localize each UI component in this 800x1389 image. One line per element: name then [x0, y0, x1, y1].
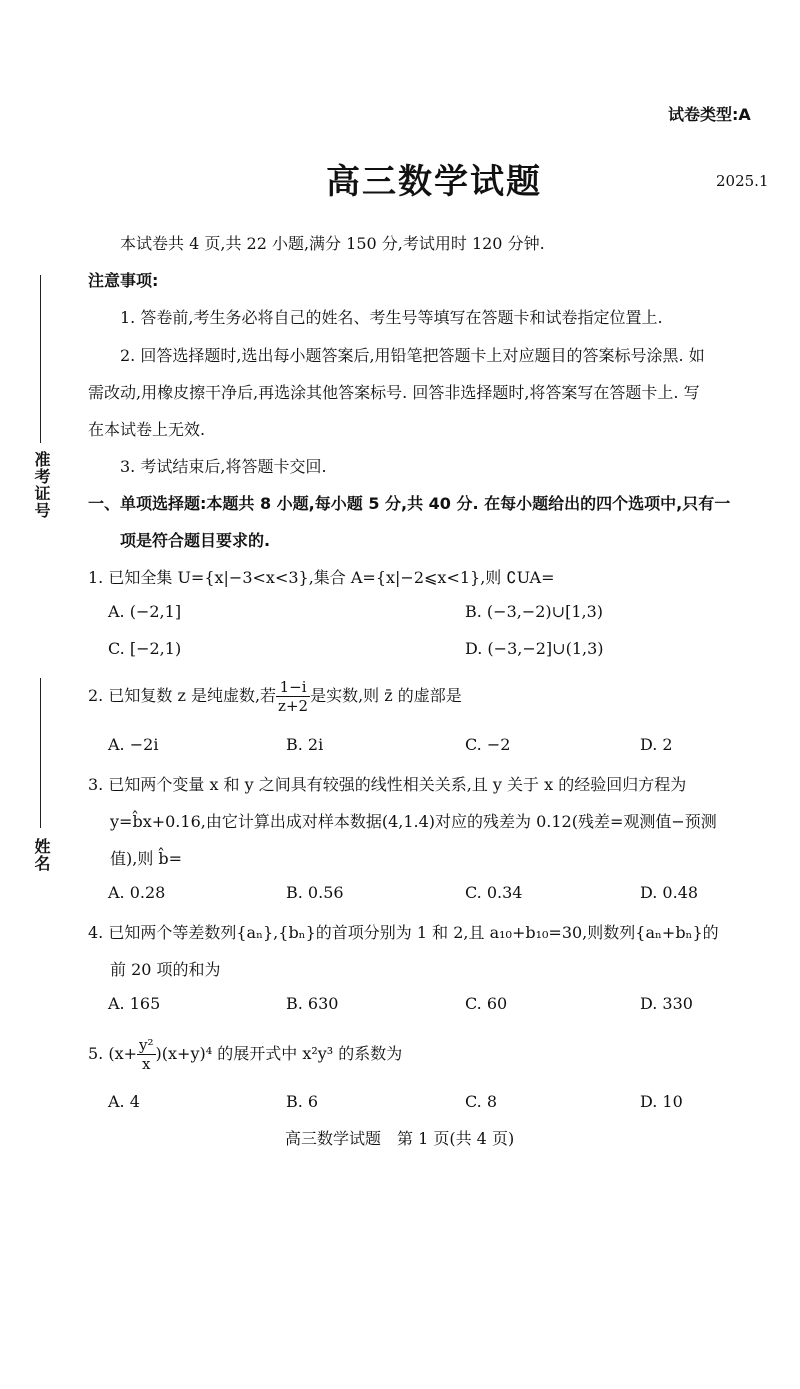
q5-option-d: D. 10: [640, 1092, 683, 1111]
q5-option-a: A. 4: [108, 1092, 140, 1111]
q4-text-line1: 4. 已知两个等差数列{aₙ},{bₙ}的首项分别为 1 和 2,且 a₁₀+b₁₀=30,则数列{aₙ+bₙ}的: [88, 923, 719, 942]
q4-option-a: A. 165: [108, 994, 161, 1013]
q1-option-c: C. [−2,1): [108, 639, 182, 658]
section-1-heading: 一、单项选择题:本题共 8 小题,每小题 5 分,共 40 分. 在每小题给出的四个选项中,只有一: [88, 494, 731, 513]
q2-text-post: 是实数,则 z̄ 的虚部是: [310, 686, 462, 705]
q5-frac-num: y²: [139, 1036, 154, 1054]
q5-option-c: C. 8: [465, 1092, 498, 1111]
q3-text-line3: 值),则 b̂=: [110, 849, 183, 868]
q2-option-c: C. −2: [465, 735, 511, 754]
q3-text-line2: y=b̂x+0.16,由它计算出成对样本数据(4,1.4)对应的残差为 0.12(残差=观测值−预测: [110, 812, 717, 831]
q2-frac-den: z+2: [278, 697, 309, 715]
notice-item-2-line1: 2. 回答选择题时,选出每小题答案后,用铅笔把答题卡上对应题目的答案标号涂黑. 如: [120, 346, 705, 365]
q4-option-b: B. 630: [286, 994, 339, 1013]
q4-option-c: C. 60: [465, 994, 508, 1013]
exam-date: 2025.1: [716, 172, 769, 190]
section-1-heading-cont: 项是符合题目要求的.: [120, 531, 271, 550]
q2-frac-num: 1−i: [276, 678, 310, 697]
page-title: 高三数学试题: [326, 162, 542, 202]
q2-option-a: A. −2i: [108, 735, 159, 754]
q3-option-a: A. 0.28: [108, 883, 166, 902]
paper-type: 试卷类型:A: [668, 105, 751, 124]
notice-item-2-line3: 在本试卷上无效.: [88, 420, 206, 439]
notice-item-3: 3. 考试结束后,将答题卡交回.: [120, 457, 327, 476]
q1-option-d: D. (−3,−2]∪(1,3): [465, 639, 604, 658]
exam-id-line: [40, 275, 41, 443]
q2-option-d: D. 2: [640, 735, 673, 754]
q5-frac-den: x: [142, 1055, 151, 1073]
page-footer: 高三数学试题 第 1 页(共 4 页): [285, 1129, 515, 1148]
q3-text-line1: 3. 已知两个变量 x 和 y 之间具有较强的线性相关关系,且 y 关于 x 的经验回归方程为: [88, 775, 687, 794]
notice-item-2-line2: 需改动,用橡皮擦干净后,再选涂其他答案标号. 回答非选择题时,将答案写在答题卡上. 写: [88, 383, 700, 402]
q2-option-b: B. 2i: [286, 735, 324, 754]
q5-text: [88, 1036, 402, 1073]
q4-option-d: D. 330: [640, 994, 693, 1013]
q5-fraction: [137, 1036, 156, 1073]
name-line: [40, 678, 41, 828]
q5-text-pre: 5. (x+: [88, 1044, 138, 1063]
q4-text-line2: 前 20 项的和为: [110, 960, 221, 979]
q3-option-b: B. 0.56: [286, 883, 344, 902]
notice-heading: 注意事项:: [88, 271, 159, 290]
q5-option-b: B. 6: [286, 1092, 319, 1111]
q1-option-a: A. (−2,1]: [108, 602, 182, 621]
q1-option-b: B. (−3,−2)∪[1,3): [465, 602, 604, 621]
q2-text: [88, 678, 462, 715]
q2-text-pre: 2. 已知复数 z 是纯虚数,若: [88, 686, 277, 705]
q5-text-post: )(x+y)⁴ 的展开式中 x²y³ 的系数为: [155, 1044, 403, 1063]
intro-text: 本试卷共 4 页,共 22 小题,满分 150 分,考试用时 120 分钟.: [120, 234, 545, 253]
name-label: 姓名: [32, 838, 51, 872]
q3-option-c: C. 0.34: [465, 883, 523, 902]
exam-id-label: 准考证号: [32, 451, 51, 519]
q2-fraction: [276, 678, 310, 715]
q1-text: 1. 已知全集 U={x|−3<x<3},集合 A={x|−2⩽x<1},则 ∁UA=: [88, 568, 555, 587]
q3-option-d: D. 0.48: [640, 883, 699, 902]
notice-item-1: 1. 答卷前,考生务必将自己的姓名、考生号等填写在答题卡和试卷指定位置上.: [120, 308, 663, 327]
